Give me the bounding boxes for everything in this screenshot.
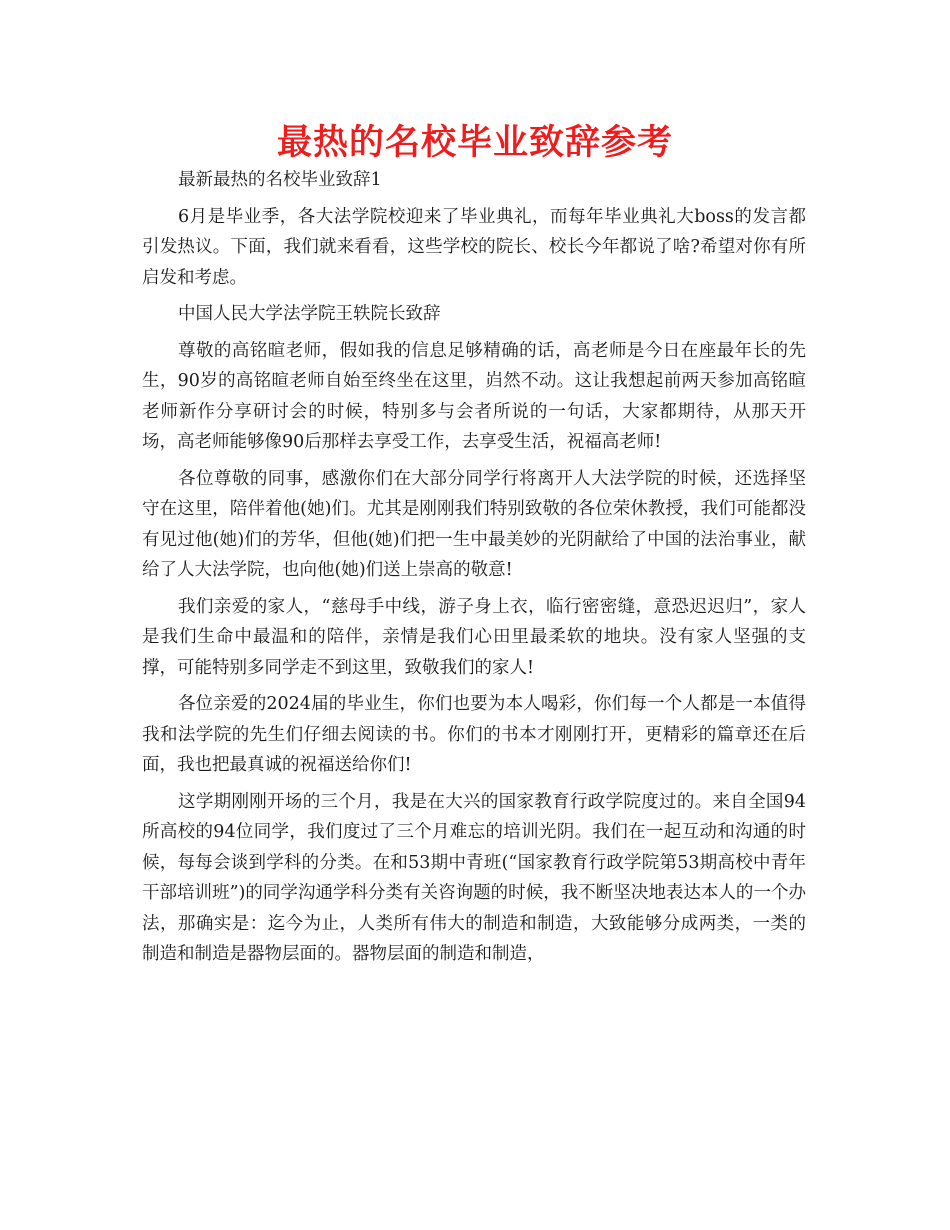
paragraph: 尊敬的高铭暄老师，假如我的信息足够精确的话，高老师是今日在座最年长的先生，90岁的高铭暄老师自始至终坐在这里，岿然不动。这让我想起前两天参加高铭暄老师新作分享研讨会的时候，特别多与会者所说的一句话，大家都期待，从那天开场，高老师能够像90后那样去享受工作，去享受生活，祝福高老师! [142, 340, 806, 452]
paragraph: 我们亲爱的家人，“慈母手中线，游子身上衣，临行密密缝，意恐迟迟归”，家人是我们生命中最温和的陪伴，亲情是我们心田里最柔软的地块。没有家人坚强的支撑，可能特别多同学走不到这里，致敬我们的家人! [142, 596, 806, 678]
paragraph: 6月是毕业季，各大法学院校迎来了毕业典礼，而每年毕业典礼大boss的发言都引发热议。下面，我们就来看看，这些学校的院长、校长今年都说了啥?希望对你有所启发和考虑。 [142, 206, 806, 288]
document-body [142, 165, 806, 976]
paragraph: 各位尊敬的同事，感激你们在大部分同学行将离开人大法学院的时候，还选择坚守在这里，陪伴着他(她)们。尤其是刚刚我们特别致敬的各位荣休教授，我们可能都没有见过他(她)们的芳华，但他(她)们把一生中最美妙的光阴献给了中国的法治事业，献给了人大法学院，也向他(她)们送上崇高的敬意! [142, 468, 806, 580]
paragraph: 这学期刚刚开场的三个月，我是在大兴的国家教育行政学院度过的。来自全国94所高校的94位同学，我们度过了三个月难忘的培训光阴。我们在一起互动和沟通的时候，每每会谈到学科的分类。在和53期中青班(“国家教育行政学院第53期高校中青年干部培训班”)的同学沟通学科分类有关咨询题的时候，我不断坚决地表达本人的一个办法，那确实是：迄今为止，人类所有伟大的制造和制造，大致能够分成两类，一类的制造和制造是器物层面的。器物层面的制造和制造， [142, 791, 806, 964]
paragraph-subtitle: 最新最热的名校毕业致辞1 [178, 170, 382, 190]
document-title: 最热的名校毕业致辞参考 [276, 123, 673, 163]
paragraph: 各位亲爱的2024届的毕业生，你们也要为本人喝彩，你们每一个人都是一本值得我和法学院的先生们仔细去阅读的书。你们的书本才刚刚打开，更精彩的篇章还在后面，我也把最真诚的祝福送给你们! [142, 694, 806, 775]
paragraph-speaker-heading: 中国人民大学法学院王轶院长致辞 [178, 304, 441, 324]
